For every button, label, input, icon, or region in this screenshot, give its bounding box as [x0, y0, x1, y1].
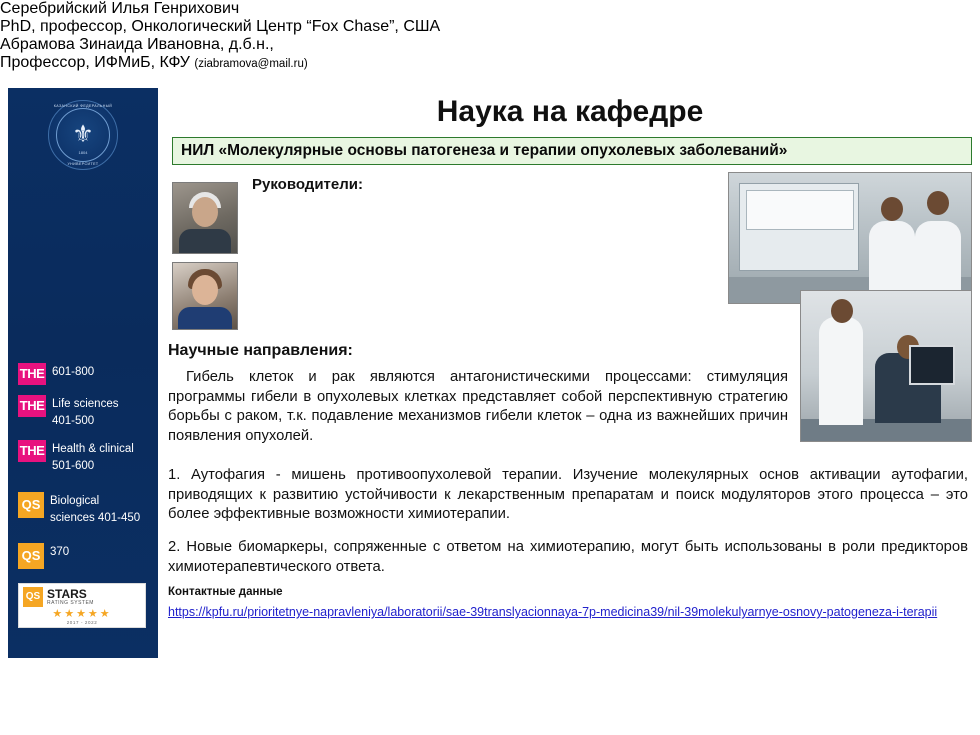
leader-photo-1 — [172, 182, 238, 254]
research-directions-heading-text: Научные направления — [168, 342, 348, 359]
research-directions-heading — [168, 342, 353, 360]
computer-monitor-icon — [909, 345, 955, 385]
lab-photo — [728, 172, 972, 304]
office-photo — [800, 290, 972, 442]
ranking-value: 501-600 — [52, 460, 95, 472]
contacts-label: Контактные данные — [168, 586, 283, 598]
heading-colon: : — [347, 342, 353, 359]
ranking-qs-overall — [18, 543, 150, 571]
ranking-category: Health & clinical — [52, 443, 134, 455]
leader-photo-2 — [172, 262, 238, 330]
research-intro-paragraph — [168, 368, 788, 446]
contacts-url-link[interactable]: https://kpfu.ru/prioritetnye-napravleniya/laboratorii/sae-39translyacionnaya-7p-medicina39/nil-39molekulyarnye-osnovy-patogeneza-i-terapii — [168, 605, 938, 619]
lab-name-banner — [172, 137, 972, 165]
seal-emblem-icon: ⚜ — [72, 121, 94, 148]
left-sidebar — [8, 88, 158, 658]
qs-stars-badge-block — [18, 583, 150, 628]
lab-person-b-head — [927, 191, 949, 215]
ranking-the-health-clinical — [18, 440, 150, 476]
qs-stars-footer: 2017 - 2022 — [66, 620, 98, 625]
office-standing-person-head — [831, 299, 853, 323]
hood-glass — [746, 190, 854, 230]
research-direction-2: 2. Новые биомаркеры, сопряженные с ответом на химиотерапию, могут быть использованы в роли предикторов химиотерапевтического ответа. — [168, 539, 968, 575]
star-rating-icon: ★★★★★ — [52, 608, 112, 620]
leader-1-info — [0, 0, 980, 36]
the-logo-icon: THE — [18, 363, 46, 385]
ranking-qs-biological-sciences — [18, 492, 150, 528]
ranking-value: 401-500 — [52, 415, 95, 427]
laminar-hood — [739, 183, 859, 271]
the-logo-icon: THE — [18, 395, 46, 417]
ranking-category: Biological — [50, 495, 100, 507]
office-standing-person — [819, 317, 863, 425]
qs-logo-icon: QS — [18, 543, 44, 569]
research-direction-1: 1. Аутофагия - мишень противоопухолевой терапии. Изучение молекулярных основ активации аутофагии, приводящих к развитию устойчивости к лекарственным препаратам и поиск модуляторов этого процесса – это более эффективные возможности химиотерапии. — [168, 467, 968, 522]
the-logo-icon: THE — [18, 440, 46, 462]
seal-top-text: КАЗАНСКИЙ ФЕДЕРАЛЬНЫЙ — [53, 104, 113, 108]
leader-1-affiliation: PhD, профессор, Онкологический Центр “Fox Chase”, США — [0, 18, 441, 35]
portrait-body — [179, 229, 231, 254]
qs-stars-label: STARS — [47, 587, 87, 601]
ranking-category: Life sciences — [52, 398, 119, 410]
leader-1-name: Серебрийский Илья Генрихович — [0, 0, 240, 17]
research-intro-text: Гибель клеток и рак являются антагонистическими процессами: стимуляция программы гибели в опухолевых клетках представляет собой перспективную стратегию борьбы с раком, т.к. подавление механизмов гибели клеток – одна из важнейших причин появления опухолей. — [168, 369, 788, 444]
leader-2-affiliation: Профессор, ИФМиБ, КФУ — [0, 54, 190, 71]
seal-bottom-text: УНИВЕРСИТЕТ — [67, 162, 99, 166]
portrait-face — [192, 197, 218, 227]
qs-stars-sublabel: RATING SYSTEM — [47, 600, 94, 606]
ranking-value: 601-800 — [52, 366, 95, 378]
ranking-the-overall — [18, 363, 150, 387]
seal-year-text: 1804 — [78, 150, 88, 155]
lab-name-text: НИЛ «Молекулярные основы патогенеза и терапии опухолевых заболеваний» — [181, 142, 788, 159]
page-title: Наука на кафедре — [436, 95, 704, 128]
kfu-seal-logo — [48, 100, 118, 170]
portrait-face — [192, 275, 218, 305]
portrait-body — [178, 307, 232, 330]
ranking-value: 370 — [50, 546, 70, 558]
leader-2-name: Абрамова Зинаида Ивановна, д.б.н., — [0, 36, 274, 53]
lab-person-a-head — [881, 197, 903, 221]
leaders-heading: Руководители: — [252, 176, 363, 193]
leader-2-email: (ziabramova@mail.ru) — [194, 58, 308, 70]
leader-2-affiliation-row — [0, 54, 980, 72]
qs-logo-icon: QS — [18, 492, 44, 518]
leader-2-info — [0, 36, 980, 72]
qs-stars-logo-icon: QS — [23, 587, 43, 607]
ranking-the-life-sciences — [18, 395, 150, 431]
ranking-value: sciences 401-450 — [50, 512, 141, 524]
